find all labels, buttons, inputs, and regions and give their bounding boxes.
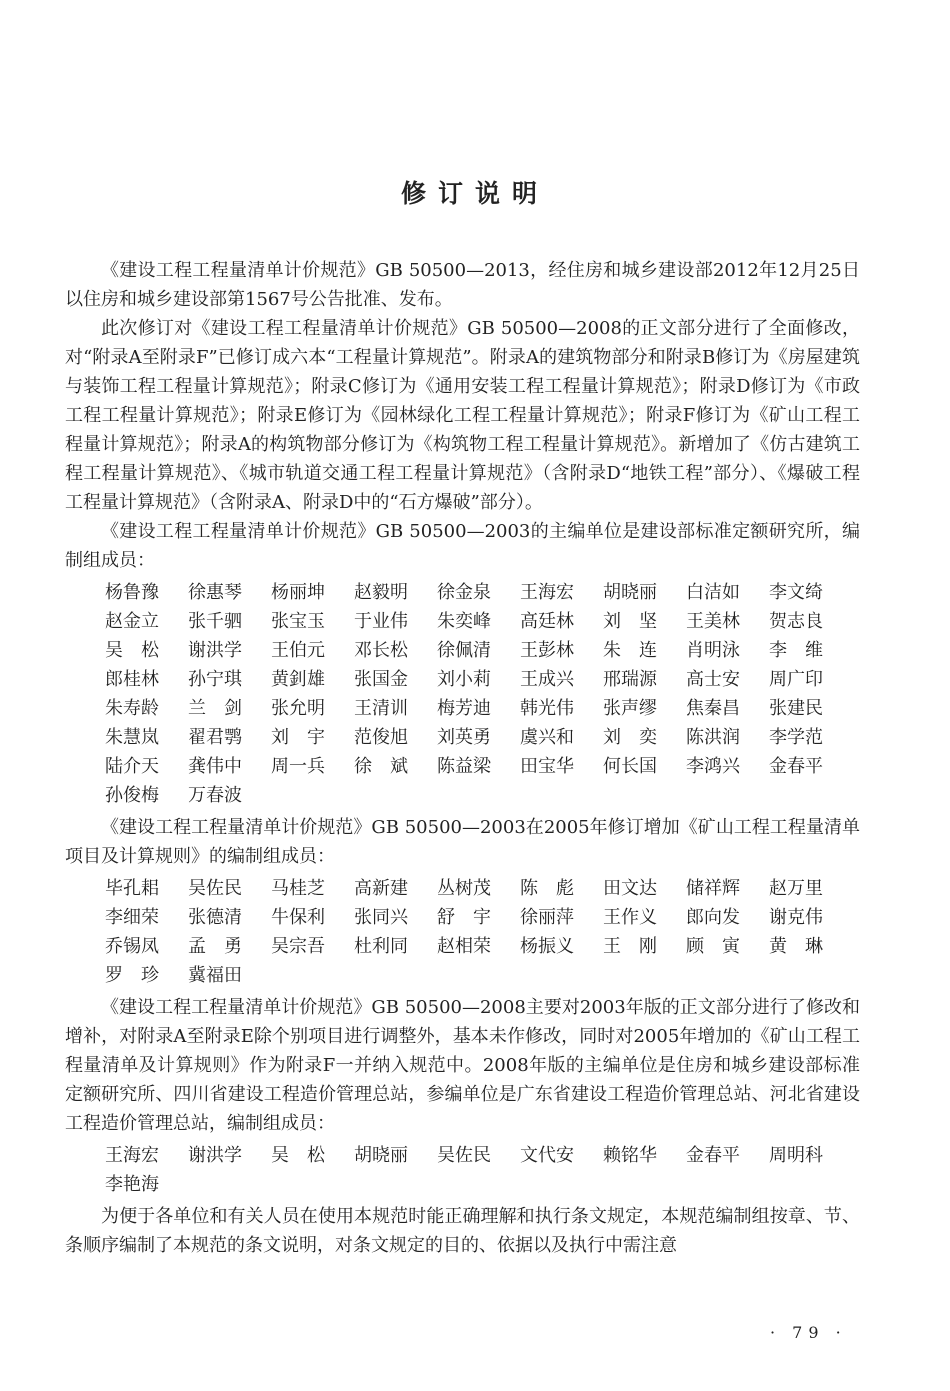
member-name: 周广印 [769, 669, 823, 690]
member-name: 孟 勇 [188, 936, 242, 957]
member-name: 冀福田 [188, 965, 242, 986]
member-name: 周明科 [769, 1145, 823, 1166]
member-name: 胡晓丽 [603, 582, 657, 603]
member-name: 肖明泳 [686, 640, 740, 661]
member-name: 吴宗吾 [271, 936, 325, 957]
member-name: 徐佩清 [437, 640, 491, 661]
member-name: 张宝玉 [271, 611, 325, 632]
member-name: 徐惠琴 [188, 582, 242, 603]
member-name: 郎向发 [686, 907, 740, 928]
member-name: 何长国 [603, 756, 657, 777]
member-name: 李细荣 [105, 907, 159, 928]
member-name: 梅芳迪 [437, 698, 491, 719]
member-name: 顾 寅 [686, 936, 740, 957]
member-name: 邢瑞源 [603, 669, 657, 690]
member-name: 王伯元 [271, 640, 325, 661]
member-name: 杨鲁豫 [105, 582, 159, 603]
member-name: 徐金泉 [437, 582, 491, 603]
paragraph-6: 为便于各单位和有关人员在使用本规范时能正确理解和执行条文规定，本规范编制组按章、节、条顺序编制了本规范的条文说明，对条文规定的目的、依据以及执行中需注意 [65, 1206, 860, 1256]
member-name: 杨丽坤 [271, 582, 325, 603]
member-name: 赵毅明 [354, 582, 408, 603]
member-name: 张国金 [354, 669, 408, 690]
member-name: 高廷林 [520, 611, 574, 632]
member-name: 吴 松 [271, 1145, 325, 1166]
member-list-2008 [105, 1141, 860, 1199]
member-name: 吴佐民 [188, 878, 242, 899]
member-name: 刘 坚 [603, 611, 657, 632]
member-name: 徐丽萍 [520, 907, 574, 928]
member-name: 罗 珍 [105, 965, 159, 986]
member-name: 张允明 [271, 698, 325, 719]
member-name: 张声缪 [603, 698, 657, 719]
member-name: 田文达 [603, 878, 657, 899]
member-name: 邓长松 [354, 640, 408, 661]
member-name: 王作义 [603, 907, 657, 928]
member-name: 朱慧岚 [105, 727, 159, 748]
member-name: 牛保利 [271, 907, 325, 928]
member-name: 黄釗雄 [271, 669, 325, 690]
member-name: 毕孔耜 [105, 878, 159, 899]
member-name: 徐 斌 [354, 756, 408, 777]
member-name: 郎桂林 [105, 669, 159, 690]
member-name: 朱奕峰 [437, 611, 491, 632]
member-name: 乔锡凤 [105, 936, 159, 957]
member-name: 张同兴 [354, 907, 408, 928]
member-name: 舒 宇 [437, 907, 491, 928]
paragraph-3: 《建设工程工程量清单计价规范》GB 50500—2003的主编单位是建设部标准定额研究所，编制组成员： [65, 521, 860, 571]
paragraph-4: 《建设工程工程量清单计价规范》GB 50500—2003在2005年修订增加《矿山工程工程量清单项目及计算规则》的编制组成员： [65, 817, 860, 867]
member-name: 贺志良 [769, 611, 823, 632]
member-name: 张千驷 [188, 611, 242, 632]
member-name: 文代安 [520, 1145, 574, 1166]
member-name: 孙宁琪 [188, 669, 242, 690]
member-name: 金春平 [686, 1145, 740, 1166]
member-name: 焦秦昌 [686, 698, 740, 719]
member-name: 谢洪学 [188, 640, 242, 661]
member-name: 吴佐民 [437, 1145, 491, 1166]
member-name: 刘小莉 [437, 669, 491, 690]
member-name: 刘英勇 [437, 727, 491, 748]
member-name: 陈 彪 [520, 878, 574, 899]
member-list-2003 [105, 578, 860, 810]
member-name: 胡晓丽 [354, 1145, 408, 1166]
member-name: 丛树茂 [437, 878, 491, 899]
member-name: 谢克伟 [769, 907, 823, 928]
member-name: 虞兴和 [520, 727, 574, 748]
member-name: 龚伟中 [188, 756, 242, 777]
member-name: 陈益梁 [437, 756, 491, 777]
member-name: 储祥辉 [686, 878, 740, 899]
member-name: 李文绮 [769, 582, 823, 603]
member-name: 赵金立 [105, 611, 159, 632]
member-name: 翟君鹗 [188, 727, 242, 748]
member-name: 陈洪润 [686, 727, 740, 748]
member-name: 王美林 [686, 611, 740, 632]
member-name: 吴 松 [105, 640, 159, 661]
member-name: 杜利同 [354, 936, 408, 957]
member-name: 王 刚 [603, 936, 657, 957]
page-number: · 79 · [770, 1323, 847, 1342]
member-name: 李学范 [769, 727, 823, 748]
member-name: 朱寿龄 [105, 698, 159, 719]
member-name: 李艳海 [105, 1174, 159, 1195]
member-name: 白洁如 [686, 582, 740, 603]
member-name: 范俊旭 [354, 727, 408, 748]
member-list-2005 [105, 874, 860, 990]
member-name: 孙俊梅 [105, 785, 159, 806]
member-name: 王彭林 [520, 640, 574, 661]
body-text [65, 256, 860, 1260]
paragraph-1: 《建设工程工程量清单计价规范》GB 50500—2013，经住房和城乡建设部2012年12月25日以住房和城乡建设部第1567号公告批准、发布。 [65, 260, 860, 310]
member-name: 王海宏 [105, 1145, 159, 1166]
page-title: 修订说明 [400, 179, 549, 208]
member-name: 万春波 [188, 785, 242, 806]
member-name: 高士安 [686, 669, 740, 690]
member-name: 杨振义 [520, 936, 574, 957]
member-name: 金春平 [769, 756, 823, 777]
member-name: 王海宏 [520, 582, 574, 603]
member-name: 赵万里 [769, 878, 823, 899]
member-name: 黄 琳 [769, 936, 823, 957]
member-name: 兰 剑 [188, 698, 242, 719]
member-name: 高新建 [354, 878, 408, 899]
member-name: 田宝华 [520, 756, 574, 777]
paragraph-2: 此次修订对《建设工程工程量清单计价规范》GB 50500—2008的正文部分进行了全面修改，对“附录A至附录F”已修订成六本“工程量计算规范”。附录A的建筑物部分和附录B修订为《房屋建筑与装饰工程工程量计算规范》；附录C修订为《通用安装工程工程量计算规范》；附录D修订为《市政工程工程量计算规范》；附录E修订为《园林绿化工程工程量计算规范》；附录F修订为《矿山工程工程量计算规范》；附录A的构筑物部分修订为《构筑物工程工程量计算规范》。新增加了《仿古建筑工程工程量计算规范》、《城市轨道交通工程工程量计算规范》（含附录D“地铁工程”部分）、《爆破工程工程量计算规范》（含附录A、附录D中的“石方爆破”部分）。 [65, 318, 860, 513]
member-name: 张建民 [769, 698, 823, 719]
member-name: 朱 连 [603, 640, 657, 661]
member-name: 马桂芝 [271, 878, 325, 899]
member-name: 周一兵 [271, 756, 325, 777]
member-name: 韩光伟 [520, 698, 574, 719]
member-name: 谢洪学 [188, 1145, 242, 1166]
member-name: 于业伟 [354, 611, 408, 632]
member-name: 王成兴 [520, 669, 574, 690]
member-name: 赵相荣 [437, 936, 491, 957]
member-name: 王清训 [354, 698, 408, 719]
paragraph-5: 《建设工程工程量清单计价规范》GB 50500—2008主要对2003年版的正文部分进行了修改和增补，对附录A至附录E除个别项目进行调整外，基本未作修改，同时对2005年增加的《矿山工程工程量清单及计算规则》作为附录F一并纳入规范中。2008年版的主编单位是住房和城乡建设部标准定额研究所、四川省建设工程造价管理总站，参编单位是广东省建设工程造价管理总站、河北省建设工程造价管理总站，编制组成员： [65, 997, 860, 1134]
member-name: 刘 奕 [603, 727, 657, 748]
member-name: 赖铭华 [603, 1145, 657, 1166]
member-name: 张德清 [188, 907, 242, 928]
member-name: 陆介天 [105, 756, 159, 777]
member-name: 李 维 [769, 640, 823, 661]
member-name: 李鸿兴 [686, 756, 740, 777]
member-name: 刘 宇 [271, 727, 325, 748]
